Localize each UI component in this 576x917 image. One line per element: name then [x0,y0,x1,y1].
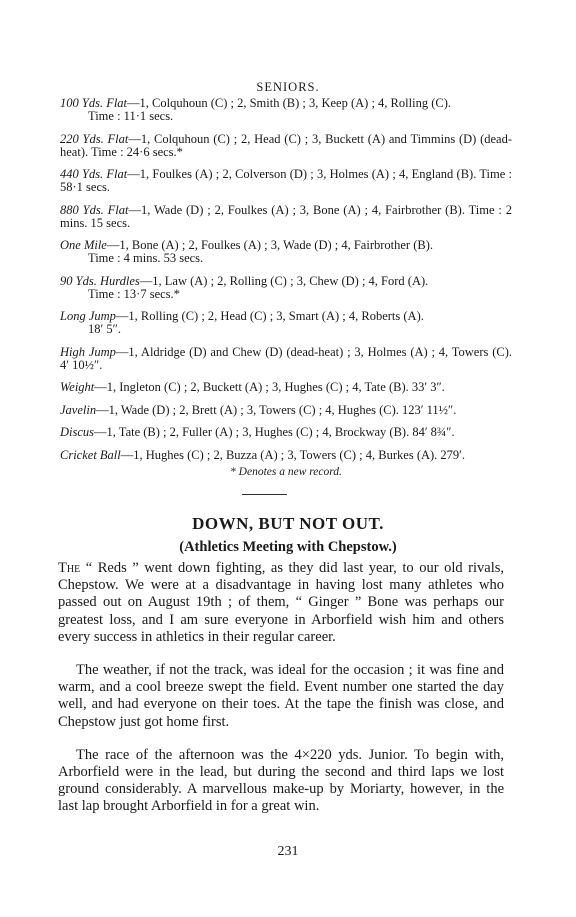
result-text: —1, Aldridge (D) and Chew (D) (dead-heat) ; 3, Holmes (A) ; 4, Towers (C). 4′ 10½″. [60,344,512,372]
article-paragraph [58,560,504,646]
record-note: * Denotes a new record. [230,466,342,478]
result-text: —1, Tate (B) ; 2, Fuller (A) ; 3, Hughes (C) ; 4, Brockway (B). 84′ 8¾″. [94,425,455,439]
result-text: —1, Rolling (C) ; 2, Head (C) ; 3, Smart (A) ; 4, Roberts (A). [115,309,424,323]
event-name: High Jump [60,344,116,359]
page-number: 231 [277,844,299,859]
result-text: —1, Hughes (C) ; 2, Buzza (A) ; 3, Towers (C) ; 4, Burkes (A). 279′. [120,447,466,462]
result-entry [60,426,512,439]
result-text: —1, Foulkes (A) ; 2, Colverson (D) ; 3, Holmes (A) ; 4, England (B). Time : 58·1 secs. [60,167,512,194]
paragraph-text: “ Reds ” went down fighting, as they did last year, to our old rivals, Chepstow. We were at a disadvantage in having lost many athletes who passed out on August 19th ; of them, “ Ginger ” Bone was perhaps our greatest loss, and I am sure everyone in Arborfield wish him and others every success in athletics in their regular career. [58,560,504,645]
event-name: 100 Yds. Flat [60,96,128,110]
event-name: Long Jump [60,309,116,323]
event-name: Javelin [60,402,97,417]
result-entry [60,310,512,336]
result-entry [60,168,512,194]
result-entry [60,239,512,265]
result-text: —1, Bone (A) ; 2, Foulkes (A) ; 3, Wade (D) ; 4, Fairbrother (B). [106,238,433,252]
result-time: Time : 13·7 secs.* [88,286,180,301]
event-name: Weight [60,380,95,394]
result-text: —1, Colquhoun (C) ; 2, Head (C) ; 3, Buckett (A) and Timmins (D) (dead-heat). Time : 24·6 secs.* [60,131,513,159]
result-distance: 18′ 5″. [88,322,121,336]
result-time: Time : 4 mins. 53 secs. [88,251,204,265]
paragraph-lead: The [58,560,81,576]
results-list [60,97,512,478]
article-subtitle: (Athletics Meeting with Chepstow.) [179,539,397,555]
result-text: —1, Law (A) ; 2, Rolling (C) ; 3, Chew (D) ; 4, Ford (A). [139,273,429,288]
paragraph-text: The race of the afternoon was the 4×220 yds. Junior. To begin with, Arborfield were in the lead, but during the second and third laps we lost ground considerably. A marvellous make-up by Moriarty, however, in the last lap brought Arborfield in for a great win. [58,746,504,815]
result-text: —1, Colquhoun (C) ; 2, Smith (B) ; 3, Keep (A) ; 4, Rolling (C). [127,96,451,110]
result-entry [60,97,512,123]
result-entry [60,204,512,230]
paragraph-text: The weather, if not the track, was ideal for the occasion ; it was fine and warm, and a cool breeze swept the field. Event number one started the day well, and had everyone on their toes. At the tape the finish was close, and Chepstow just got home first. [58,662,504,730]
event-name: Cricket Ball [60,447,121,462]
result-entry [60,404,512,417]
event-name: 880 Yds. Flat [60,202,129,217]
event-name: 440 Yds. Flat [60,167,128,181]
result-entry [60,133,512,159]
result-entry [60,275,512,301]
result-entry [60,346,512,372]
article-paragraph [58,747,504,816]
section-heading: SENIORS. [256,80,320,94]
article-body [58,560,504,832]
event-name: Discus [60,425,95,439]
event-name: One Mile [60,238,107,252]
event-name: 90 Yds. Hurdles [60,273,140,288]
result-time: Time : 11·1 secs. [88,109,174,123]
result-entry [60,381,512,394]
article-paragraph [58,662,504,731]
event-name: 220 Yds. Flat [60,131,129,146]
result-text: —1, Ingleton (C) ; 2, Buckett (A) ; 3, Hughes (C) ; 4, Tate (B). 33′ 3″. [94,380,445,394]
result-text: —1, Wade (D) ; 2, Foulkes (A) ; 3, Bone (A) ; 4, Fairbrother (B). Time : 2 mins. 15 secs. [60,202,512,230]
result-entry [60,449,512,462]
section-divider [242,494,287,495]
article-title: DOWN, BUT NOT OUT. [192,514,384,533]
result-text: —1, Wade (D) ; 2, Brett (A) ; 3, Towers (C) ; 4, Hughes (C). 123′ 11½″. [96,402,457,417]
